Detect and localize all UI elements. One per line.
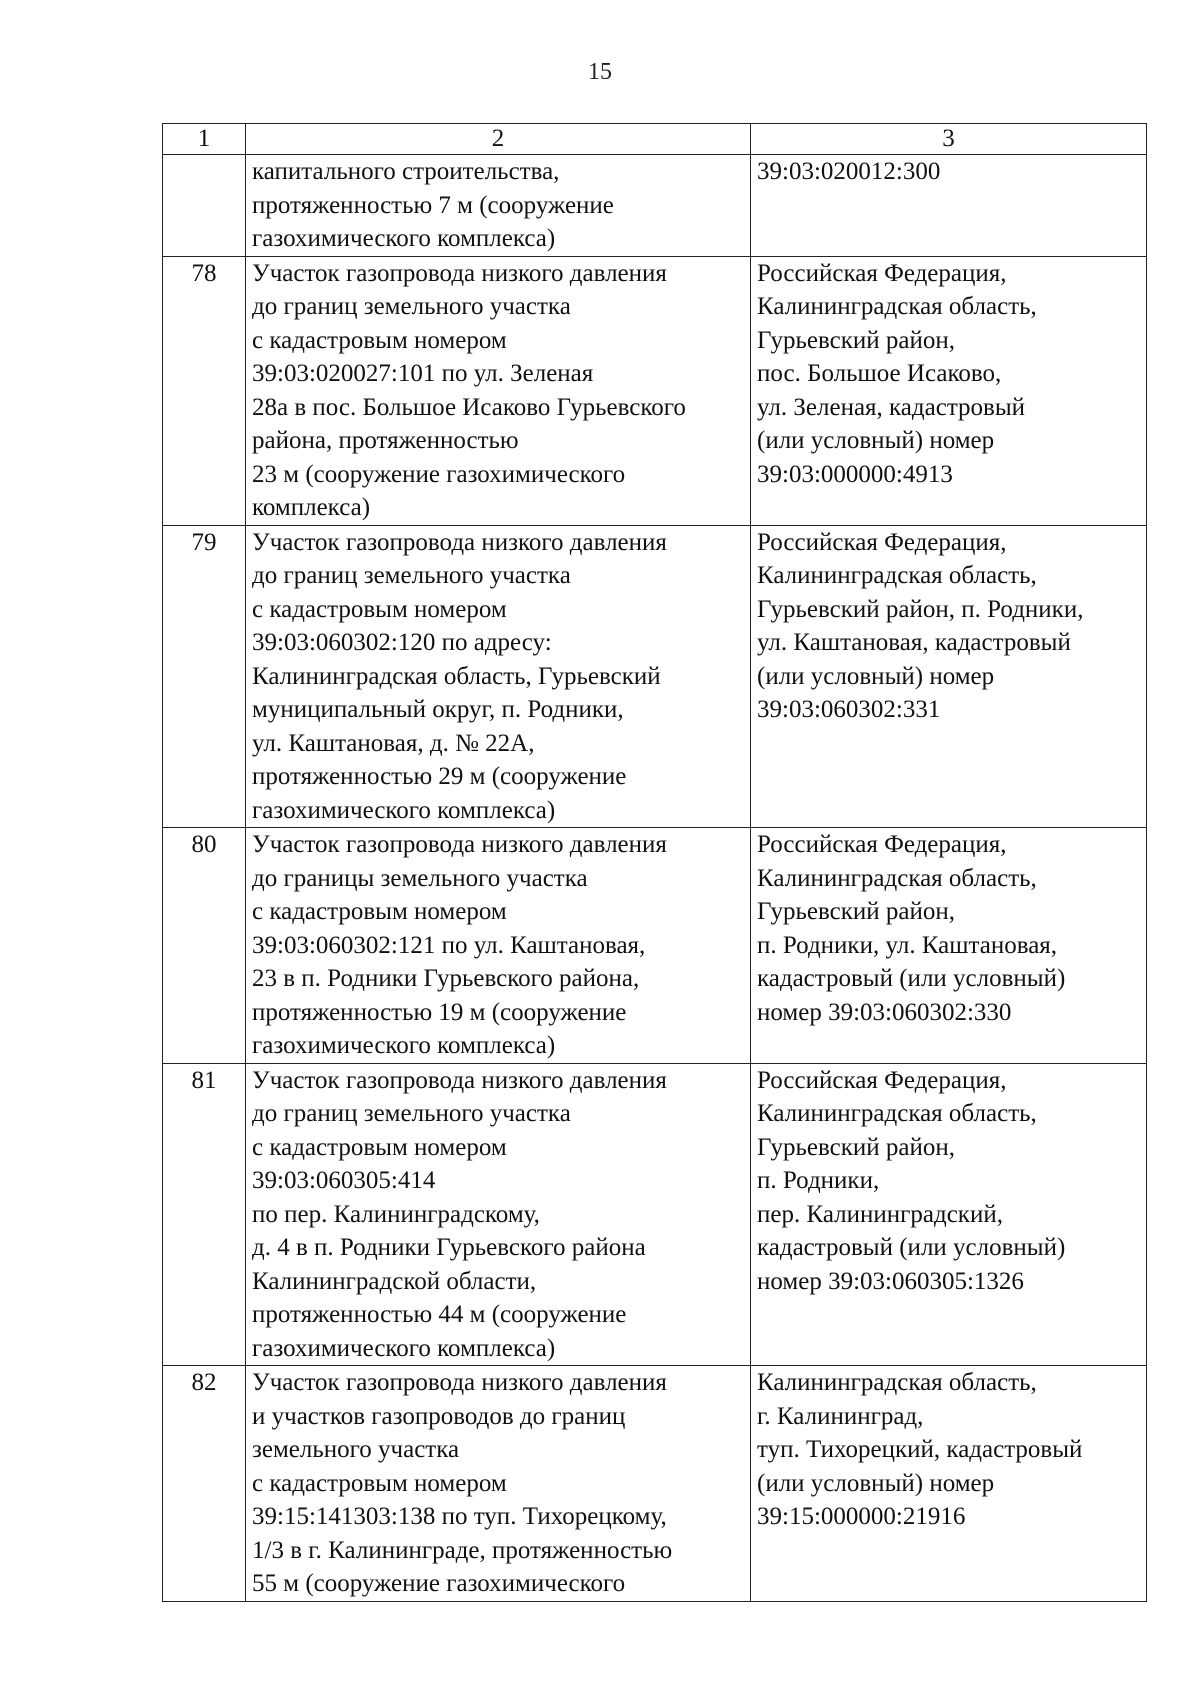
location-line: Калининградская область, <box>757 864 1037 892</box>
description-line: газохимического комплекса) <box>252 1334 556 1362</box>
object-location <box>751 1063 1147 1366</box>
description-line: капитального строительства, <box>252 158 560 185</box>
object-location <box>751 155 1147 257</box>
description-line: протяженностью 44 м (сооружение <box>252 1301 627 1328</box>
location-line: номер 39:03:060302:330 <box>757 998 1012 1026</box>
header-col-1: 1 <box>163 124 246 155</box>
table-row <box>163 828 1147 1064</box>
table-row <box>163 525 1147 828</box>
description-line: 39:03:060305:414 <box>252 1167 436 1194</box>
location-line: 39:03:060302:331 <box>757 696 941 723</box>
description-line: по пер. Калининградскому, <box>252 1200 540 1228</box>
description-line: протяженностью 7 м (сооружение <box>252 191 614 219</box>
description-line: газохимического комплекса) <box>252 796 556 824</box>
location-line: пер. Калининградский, <box>757 1200 1003 1228</box>
description-line: Участок газопровода низкого давления <box>252 831 667 858</box>
description-line: 23 в п. Родники Гурьевского района, <box>252 965 640 992</box>
location-line: Российская Федерация, <box>757 528 1007 556</box>
description-line: протяженностью 19 м (сооружение <box>252 998 627 1026</box>
object-description <box>246 525 751 828</box>
location-line: Калининградская область, <box>757 1100 1037 1127</box>
location-line: 39:15:000000:21916 <box>757 1503 966 1530</box>
header-row <box>163 124 1147 155</box>
object-description <box>246 828 751 1064</box>
registry-table <box>162 123 1147 1602</box>
row-number: 80 <box>163 828 246 1064</box>
row-number: 78 <box>163 256 246 525</box>
table-row <box>163 155 1147 257</box>
location-line: Гурьевский район, <box>757 326 956 354</box>
location-line: Калининградская область, <box>757 1369 1037 1396</box>
location-line: (или условный) номер <box>757 427 995 454</box>
location-line: туп. Тихорецкий, кадастровый <box>757 1436 1083 1463</box>
description-line: Участок газопровода низкого давления <box>252 1369 667 1396</box>
location-line: (или условный) номер <box>757 1469 995 1497</box>
object-location <box>751 828 1147 1064</box>
location-line: (или условный) номер <box>757 662 995 690</box>
object-description <box>246 256 751 525</box>
description-line: района, протяженностью <box>252 427 519 454</box>
description-line: с кадастровым номером <box>252 326 507 354</box>
row-number: 82 <box>163 1366 246 1602</box>
object-description <box>246 155 751 257</box>
description-line: д. 4 в п. Родники Гурьевского района <box>252 1234 646 1261</box>
location-line: п. Родники, ул. Каштановая, <box>757 931 1058 959</box>
location-line: Калининградская область, <box>757 293 1037 320</box>
location-line: Гурьевский район, <box>757 1133 956 1161</box>
description-line: Калининградская область, Гурьевский <box>252 662 661 690</box>
location-line: г. Калининград, <box>757 1402 924 1430</box>
location-line: 39:03:020012:300 <box>757 158 941 185</box>
location-line: Гурьевский район, п. Родники, <box>757 595 1084 623</box>
object-description <box>246 1366 751 1602</box>
object-location <box>751 1366 1147 1602</box>
description-line: комплекса) <box>252 494 371 521</box>
description-line: 39:03:060302:120 по адресу: <box>252 629 552 656</box>
location-line: 39:03:000000:4913 <box>757 460 953 488</box>
description-line: с кадастровым номером <box>252 898 507 925</box>
location-line: номер 39:03:060305:1326 <box>757 1267 1024 1295</box>
row-number: 79 <box>163 525 246 828</box>
description-line: газохимического комплекса) <box>252 225 556 252</box>
header-col-3: 3 <box>751 124 1147 155</box>
description-line: и участков газопроводов до границ <box>252 1402 626 1430</box>
description-line: 28а в пос. Большое Исаково Гурьевского <box>252 393 686 421</box>
description-line: 23 м (сооружение газохимического <box>252 460 626 488</box>
location-line: Российская Федерация, <box>757 1066 1007 1094</box>
location-line: кадастровый (или условный) <box>757 1234 1066 1261</box>
location-line: ул. Каштановая, кадастровый <box>757 629 1071 656</box>
table-row <box>163 1366 1147 1602</box>
description-line: Участок газопровода низкого давления <box>252 259 667 287</box>
table-row <box>163 256 1147 525</box>
description-line: 1/3 в г. Калининграде, протяженностью <box>252 1536 673 1564</box>
object-description <box>246 1063 751 1366</box>
description-line: Участок газопровода низкого давления <box>252 528 667 556</box>
description-line: с кадастровым номером <box>252 595 507 623</box>
page-number: 15 <box>588 59 612 85</box>
description-line: земельного участка <box>252 1436 460 1463</box>
location-line: Российская Федерация, <box>757 831 1007 858</box>
row-number: 81 <box>163 1063 246 1366</box>
table-row <box>163 1063 1147 1366</box>
description-line: 39:15:141303:138 по туп. Тихорецкому, <box>252 1503 667 1530</box>
description-line: 55 м (сооружение газохимического <box>252 1570 626 1597</box>
location-line: Калининградская область, <box>757 562 1037 589</box>
object-location <box>751 525 1147 828</box>
description-line: до границы земельного участка <box>252 864 588 892</box>
description-line: 39:03:060302:121 по ул. Каштановая, <box>252 931 646 959</box>
location-line: кадастровый (или условный) <box>757 965 1066 992</box>
object-location <box>751 256 1147 525</box>
description-line: до границ земельного участка <box>252 1100 571 1127</box>
description-line: с кадастровым номером <box>252 1133 507 1161</box>
location-line: Российская Федерация, <box>757 259 1007 287</box>
location-line: Гурьевский район, <box>757 898 956 925</box>
description-line: до границ земельного участка <box>252 293 571 320</box>
description-line: муниципальный округ, п. Родники, <box>252 696 624 723</box>
location-line: пос. Большое Исаково, <box>757 360 1002 387</box>
description-line: с кадастровым номером <box>252 1469 507 1497</box>
description-line: 39:03:020027:101 по ул. Зеленая <box>252 360 594 387</box>
description-line: Участок газопровода низкого давления <box>252 1066 667 1094</box>
table-body <box>163 155 1147 1602</box>
description-line: Калининградской области, <box>252 1267 537 1295</box>
header-col-2: 2 <box>246 124 751 155</box>
description-line: протяженностью 29 м (сооружение <box>252 763 627 790</box>
description-line: до границ земельного участка <box>252 562 571 589</box>
location-line: ул. Зеленая, кадастровый <box>757 393 1026 421</box>
description-line: газохимического комплекса) <box>252 1032 556 1059</box>
row-number <box>163 155 246 257</box>
location-line: п. Родники, <box>757 1167 880 1194</box>
description-line: ул. Каштановая, д. № 22А, <box>252 729 535 757</box>
